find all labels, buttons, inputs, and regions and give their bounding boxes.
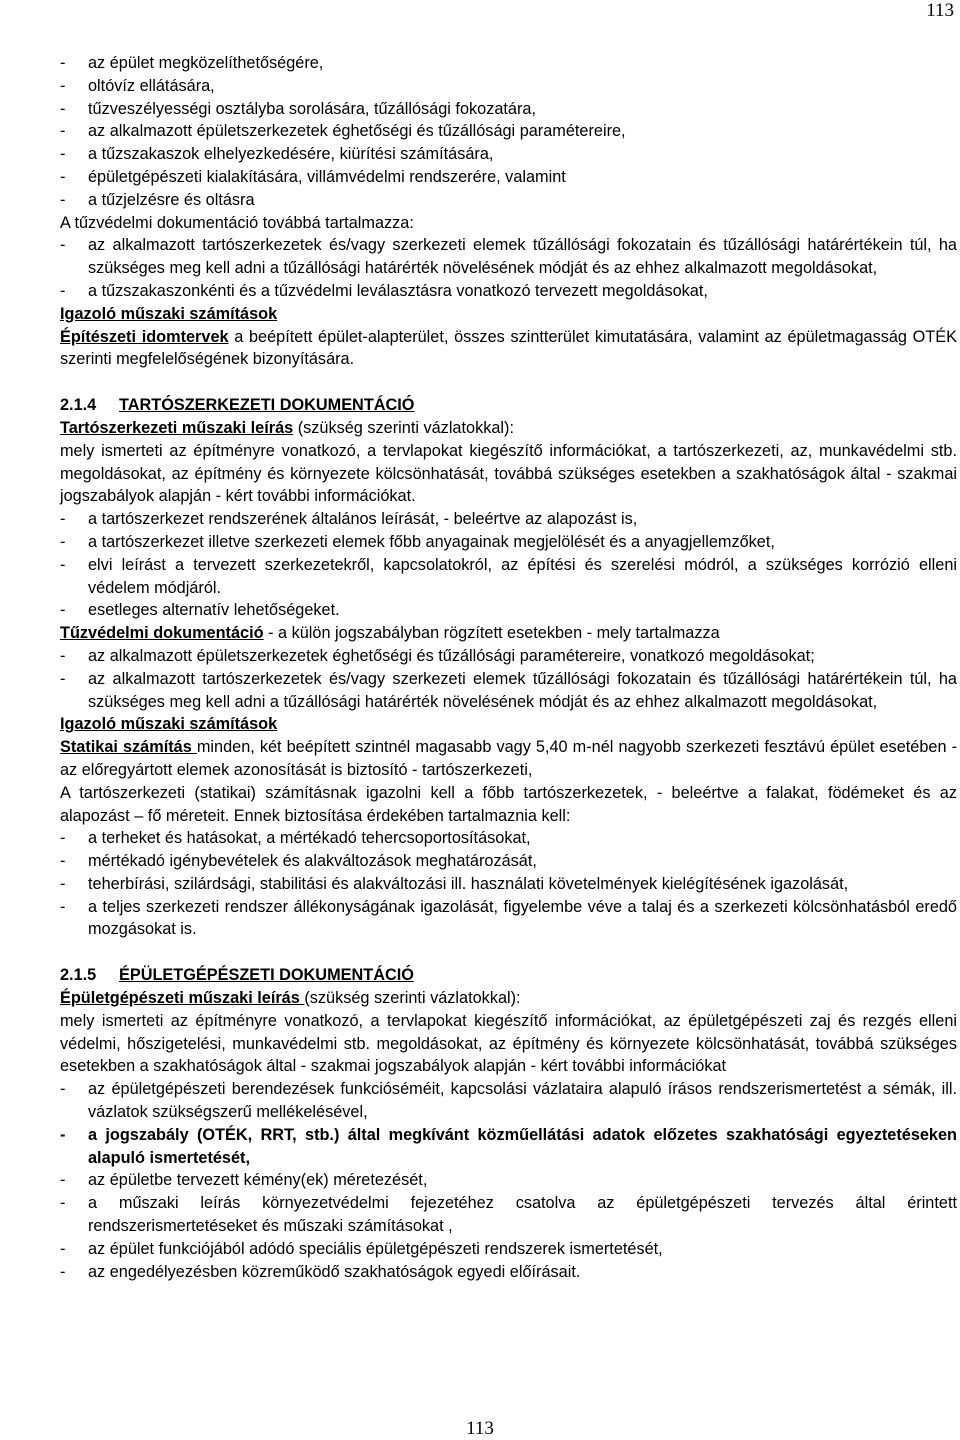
- list-item: - az alkalmazott épületszerkezetek éghetőségi és tűzállósági paramétereire,: [60, 120, 957, 143]
- label-static-calc: Statikai számítás: [60, 738, 197, 757]
- list-item: - esetleges alternatív lehetőségeket.: [60, 599, 957, 622]
- list-item: - az engedélyezésben közreműködő szakhatóságok egyedi előírásait.: [60, 1261, 957, 1284]
- list-item: - a műszaki leírás környezetvédelmi fejezetéhez csatolva az épületgépészeti tervezés által érintett rendszerismertetéseket és műszaki számításokat ,: [60, 1192, 957, 1238]
- subheading-description: [60, 987, 957, 1010]
- section-number: 2.1.4: [60, 396, 97, 415]
- list-item: - elvi leírást a tervezett szerkezetekről, kapcsolatokról, az építési és szerelési módról, a szükséges korrózió elleni védelem módjáról.: [60, 554, 957, 600]
- text-fire-doc: - a külön jogszabályban rögzített esetekben - mely tartalmazza: [263, 624, 720, 643]
- paragraph-intro: A tűzvédelmi dokumentáció továbbá tartalmazza:: [60, 213, 414, 232]
- subheading-description: [60, 417, 957, 440]
- list-item: - az alkalmazott épületszerkezetek éghetőségi és tűzállósági paramétereire, vonatkozó megoldásokat;: [60, 645, 957, 668]
- list-item: - mértékadó igénybevételek és alakváltozások meghatározását,: [60, 850, 957, 873]
- list-item: - a tartószerkezet illetve szerkezeti elemek főbb anyagainak megjelölését és a anyagjellemzőket,: [60, 531, 957, 554]
- section-heading: [60, 964, 957, 987]
- text-architectural-drawings: a beépített épület-alapterület, összes szintterület kimutatására, valamint az épületmagasság OTÉK szerinti megfelelőségének bizonyítására.: [60, 327, 957, 369]
- section-number: 2.1.5: [60, 966, 97, 985]
- text-description: (szükség szerinti vázlatokkal):: [293, 418, 514, 437]
- paragraph: mely ismerteti az építményre vonatkozó, a tervlapokat kiegészítő információkat, az épületgépészeti zaj és rezgés elleni védelmi, hőszigetelési, munkavédelmi stb. megoldásokat, az építmény és környezete kölcsönhatását, továbbá szükséges esetekben a szakhatóságok által - szakmai jogszabályok alapján - kért további információkat: [60, 1011, 957, 1076]
- list-item: - az alkalmazott tartószerkezetek és/vagy szerkezeti elemek tűzállósági fokozatain és tűzállósági határértékein túl, ha szükséges meg kell adni a tűzállósági határérték növelésének módját és az ehhez alkalmazott megoldásokat,: [60, 668, 957, 714]
- list-item: - az épület funkciójából adódó speciális épületgépészeti rendszerek ismertetését,: [60, 1238, 957, 1261]
- document-body: [60, 52, 957, 1283]
- list-item: - az alkalmazott tartószerkezetek és/vagy szerkezeti elemek tűzállósági fokozatain és tűzállósági határértékein túl, ha szükséges meg kell adni a tűzállósági határérték növelésének módját és az ehhez alkalmazott megoldásokat,: [60, 234, 957, 280]
- section-title: ÉPÜLETGÉPÉSZETI DOKUMENTÁCIÓ: [119, 966, 414, 985]
- list-item: - az épületbe tervezett kémény(ek) méretezését,: [60, 1169, 957, 1192]
- list-item: - az épület megközelíthetőségére,: [60, 52, 957, 75]
- list-item: - oltóvíz ellátására,: [60, 75, 957, 98]
- subheading-calculations: Igazoló műszaki számítások: [60, 304, 278, 323]
- paragraph: mely ismerteti az építményre vonatkozó, a tervlapokat kiegészítő információkat, a tartószerkezeti, az, munkavédelmi stb. megoldásokat, az építmény és környezete kölcsönhatását, továbbá szükséges esetekben a szakhatóságok által - szakmai jogszabályok alapján - kért további információkat.: [60, 441, 957, 506]
- page-number-bottom: 113: [466, 1418, 494, 1439]
- list-item: - a tűzszakaszonkénti és a tűzvédelmi leválasztásra vonatkozó tervezett megoldásokat,: [60, 280, 957, 303]
- list-item: - tűzveszélyességi osztályba sorolására, tűzállósági fokozatára,: [60, 98, 957, 121]
- label-description: Épületgépészeti műszaki leírás: [60, 989, 305, 1008]
- section-heading: [60, 394, 957, 417]
- label-description: Tartószerkezeti műszaki leírás: [60, 418, 294, 437]
- label-architectural-drawings: Építészeti idomtervek: [60, 327, 229, 346]
- text-description: (szükség szerinti vázlatokkal):: [304, 989, 521, 1008]
- subheading-fire-doc: [60, 622, 957, 645]
- paragraph: A tartószerkezeti (statikai) számításnak igazolni kell a főbb tartószerkezetek, - beleértve a falakat, födémeket és az alapozást – fő méreteit. Ennek biztosítása érdekében tartalmaznia kell:: [60, 783, 957, 825]
- list-item: - a tartószerkezet rendszerének általános leírását, - beleértve az alapozást is,: [60, 508, 957, 531]
- list-item: - a jogszabály (OTÉK, RRT, stb.) által megkívánt közműellátási adatok előzetes szakhatósági egyeztetéseken alapuló ismertetését,: [60, 1124, 957, 1170]
- list-item: - a tűzszakaszok elhelyezkedésére, kiürítési számítására,: [60, 143, 957, 166]
- section-title: TARTÓSZERKEZETI DOKUMENTÁCIÓ: [119, 396, 415, 415]
- list-item: - a tűzjelzésre és oltásra: [60, 189, 957, 212]
- page-number-top: 113: [926, 0, 954, 21]
- label-fire-doc: Tűzvédelmi dokumentáció: [60, 624, 264, 643]
- list-item: - az épületgépészeti berendezések funkcióséméit, kapcsolási vázlataira alapuló írásos rendszerismertetést a sémák, ill. vázlatok szükségszerű mellékelésével,: [60, 1078, 957, 1124]
- list-item: - a terheket és hatásokat, a mértékadó tehercsoportosításokat,: [60, 827, 957, 850]
- paragraph-architectural-drawings: [60, 326, 957, 372]
- list-item: - teherbírási, szilárdsági, stabilitási és alakváltozási ill. használati követelmények kielégítésének igazolását,: [60, 873, 957, 896]
- list-item: - a teljes szerkezeti rendszer állékonyságának igazolását, figyelembe véve a talaj és a szerkezeti kölcsönhatásból eredő mozgásokat is.: [60, 896, 957, 942]
- paragraph-static: [60, 736, 957, 782]
- list-item: - épületgépészeti kialakítására, villámvédelmi rendszerére, valamint: [60, 166, 957, 189]
- text-static-calc: minden, két beépített szintnél magasabb vagy 5,40 m-nél nagyobb szerkezeti fesztávú épület esetében - az előregyártott elemek azonosítását is biztosító - tartószerkezeti,: [60, 738, 957, 779]
- subheading-calculations: Igazoló műszaki számítások: [60, 715, 278, 734]
